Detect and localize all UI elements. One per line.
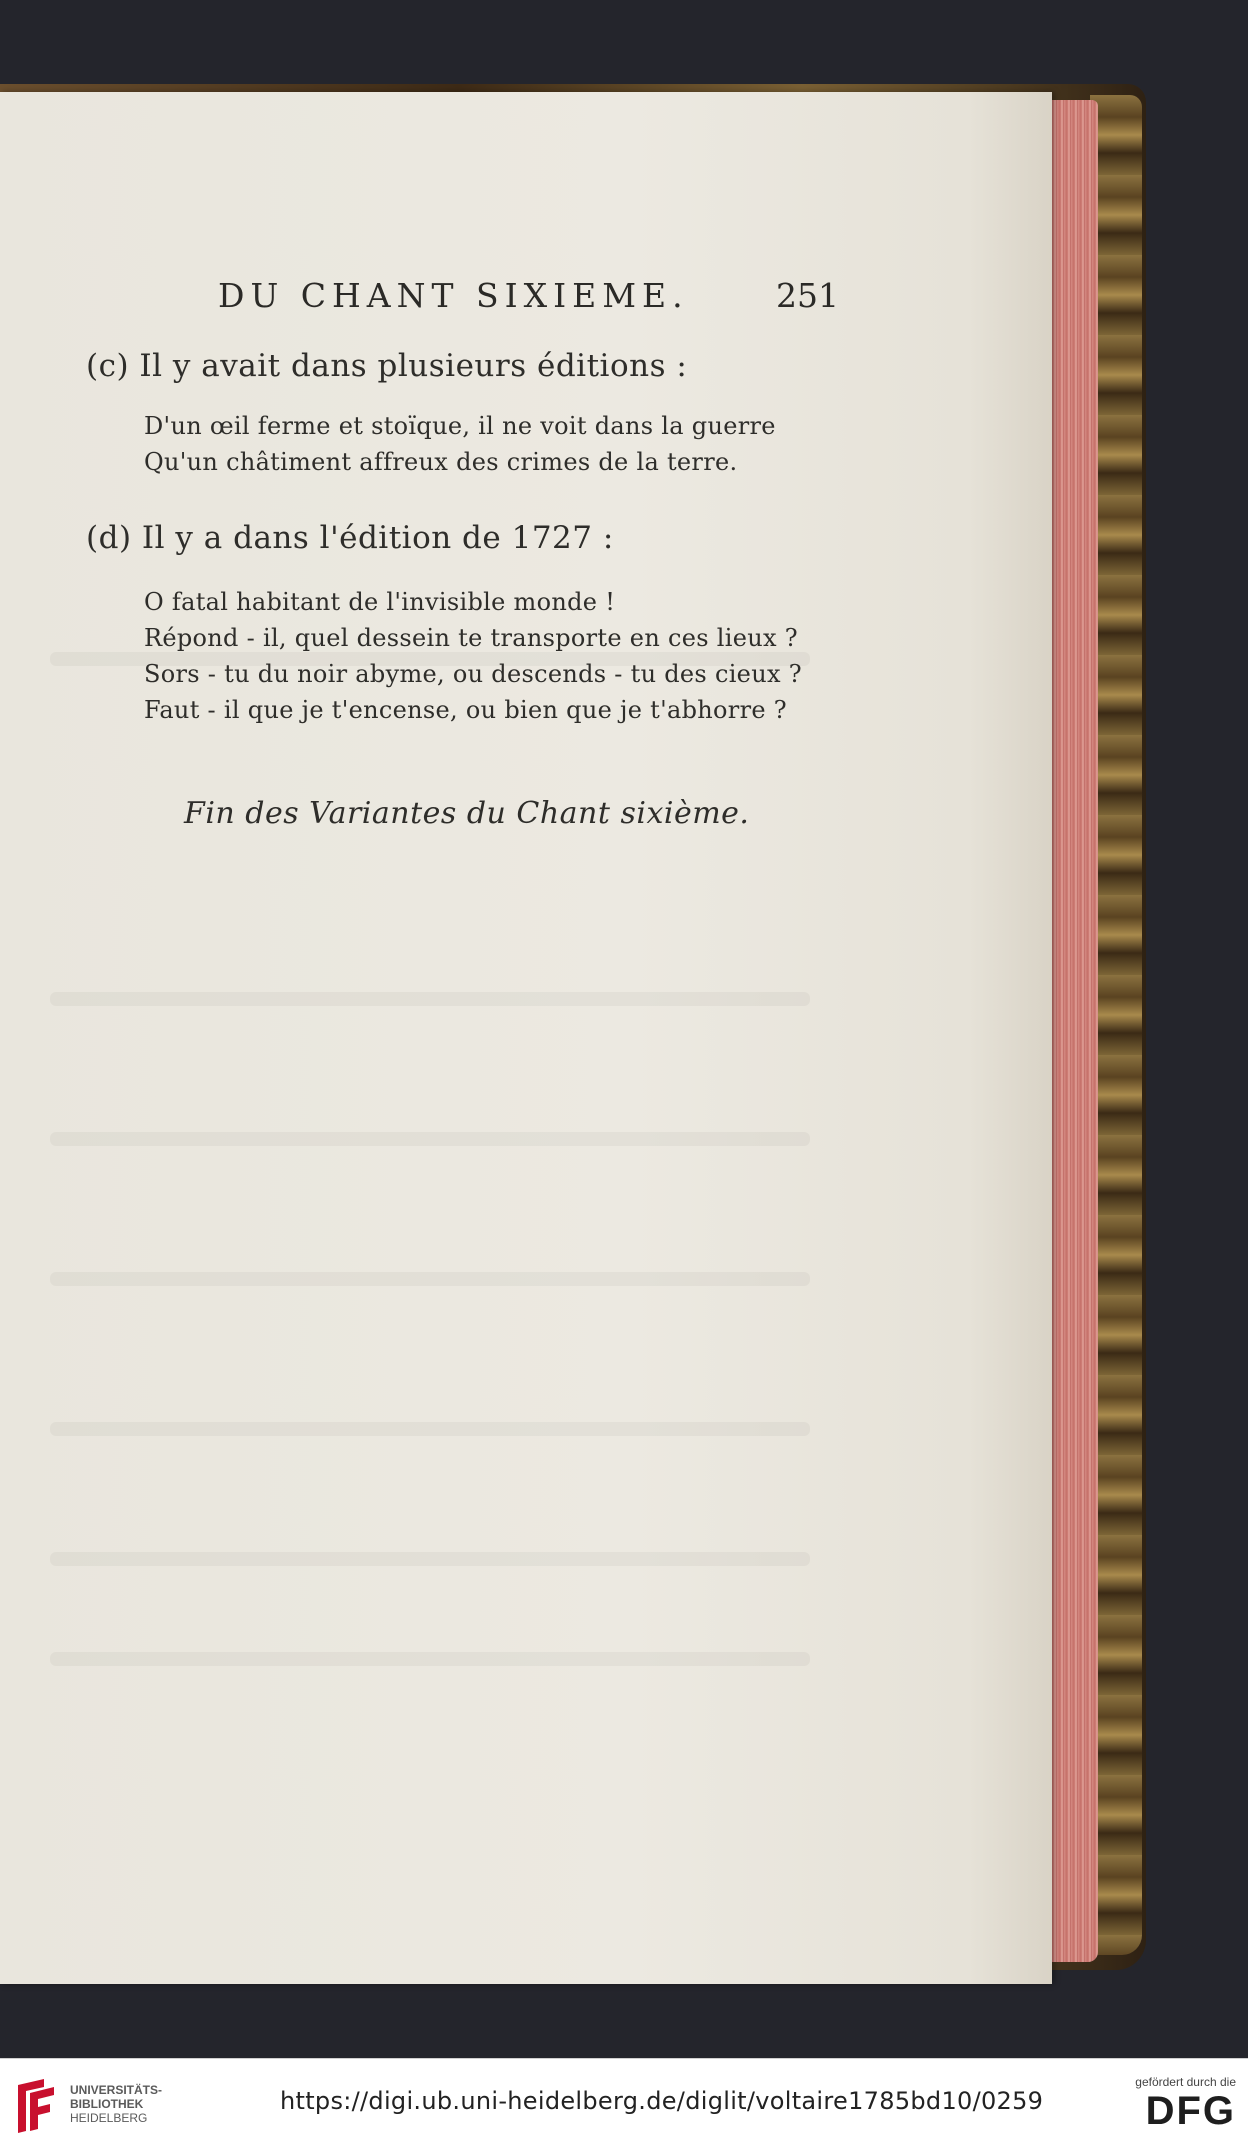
note-d-verse — [144, 584, 802, 728]
library-name-line: BIBLIOTHEK — [70, 2097, 144, 2111]
page-stack-edge — [1050, 100, 1098, 1962]
verse-line: O fatal habitant de l'invisible monde ! — [144, 588, 616, 616]
sponsor-block[interactable] — [1112, 2075, 1236, 2133]
footer-bar — [0, 2058, 1248, 2150]
university-logo-icon[interactable] — [14, 2077, 60, 2135]
closing-line: Fin des Variantes du Chant sixième. — [184, 796, 750, 831]
verse-line: Faut - il que je t'encense, ou bien que je t'abhorre ? — [144, 696, 787, 724]
show-through — [50, 1422, 810, 1436]
running-title: DU CHANT SIXIEME. — [218, 276, 689, 315]
book-page — [0, 92, 1052, 1984]
page-header — [0, 276, 1052, 326]
show-through — [50, 1272, 810, 1286]
sponsor-label: gefördert durch die — [1135, 2075, 1236, 2089]
verse-line: Qu'un châtiment affreux des crimes de la terre. — [144, 448, 738, 476]
show-through — [50, 1132, 810, 1146]
verse-line: Sors - tu du noir abyme, ou descends - tu des cieux ? — [144, 660, 802, 688]
permalink-url[interactable]: https://digi.ub.uni-heidelberg.de/diglit/voltaire1785bd10/0259 — [280, 2087, 1044, 2115]
library-name — [70, 2083, 162, 2125]
note-c-heading: (c) Il y avait dans plusieurs éditions : — [86, 348, 688, 384]
verse-line: Répond - il, quel dessein te transporte en ces lieux ? — [144, 624, 798, 652]
page-number: 251 — [776, 276, 839, 315]
dfg-logo: DFG — [1145, 2089, 1236, 2133]
note-c-verse — [144, 408, 776, 480]
show-through — [50, 992, 810, 1006]
library-name-line: UNIVERSITÄTS- — [70, 2083, 163, 2097]
show-through — [50, 1552, 810, 1566]
verse-line: D'un œil ferme et stoïque, il ne voit dans la guerre — [144, 412, 776, 440]
library-city: HEIDELBERG — [70, 2111, 148, 2125]
show-through — [50, 1652, 810, 1666]
note-d-heading: (d) Il y a dans l'édition de 1727 : — [86, 520, 614, 556]
